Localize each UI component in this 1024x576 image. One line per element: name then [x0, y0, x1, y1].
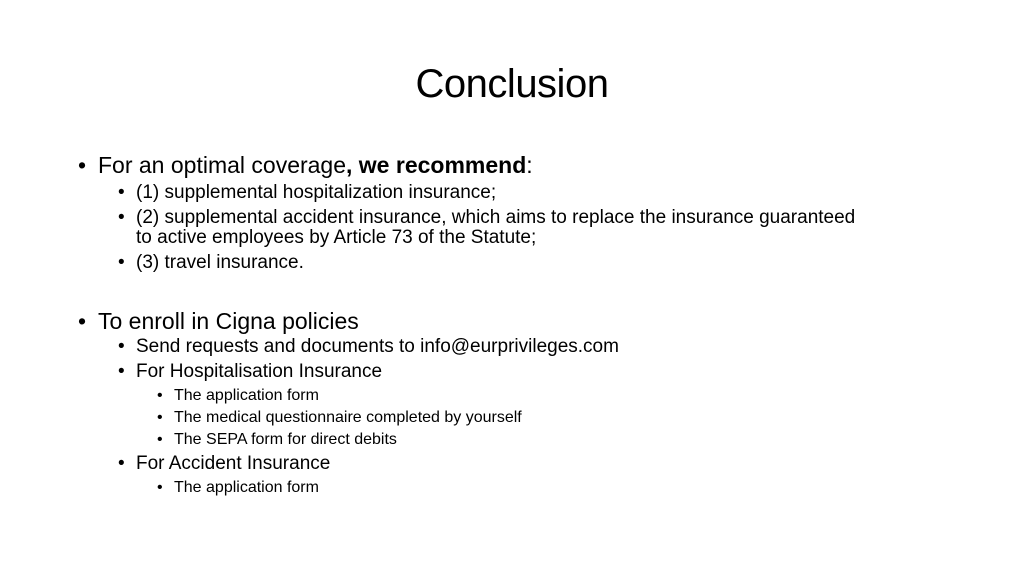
list-item-text: (2) supplemental accident insurance, which aims to replace the insurance guaranteed to active employees by Article 73 of the Statute;: [136, 207, 856, 248]
list-item-hospitalisation-insurance: [118, 361, 383, 383]
bullet-dot-icon: •: [157, 431, 163, 448]
list-item-hospitalization: [118, 182, 497, 204]
list-item-text: For Hospitalisation Insurance: [136, 361, 383, 382]
bullet-enroll-cigna: [78, 307, 359, 335]
bullet-dot-icon: •: [118, 361, 125, 382]
section-heading: To enroll in Cigna policies: [98, 308, 359, 334]
bullet-dot-icon: •: [78, 152, 87, 178]
sub-item-medical-questionnaire: [157, 408, 522, 428]
sub-item-text: The application form: [174, 387, 319, 404]
sub-item-text: The medical questionnaire completed by yourself: [174, 409, 522, 426]
sub-item-text: The SEPA form for direct debits: [174, 431, 397, 448]
list-item-text: (3) travel insurance.: [136, 252, 304, 273]
bullet-dot-icon: •: [157, 387, 163, 404]
bullet-dot-icon: •: [118, 207, 125, 228]
bullet-dot-icon: •: [118, 453, 125, 474]
bullet-dot-icon: •: [157, 409, 163, 426]
sub-item-sepa-form: [157, 430, 397, 450]
list-item-accident: [118, 207, 856, 248]
bullet-dot-icon: •: [118, 182, 125, 203]
list-item-accident-insurance: [118, 453, 331, 475]
bullet-dot-icon: •: [118, 336, 125, 357]
slide-title: Conclusion: [415, 62, 609, 106]
sub-item-accident-application-form: [157, 478, 319, 498]
sub-item-application-form: [157, 386, 319, 406]
intro-prefix: For an optimal coverage: [98, 152, 347, 178]
sub-item-text: The application form: [174, 479, 319, 496]
intro-suffix: :: [526, 152, 533, 178]
list-item-text: Send requests and documents to info@eurprivileges.com: [136, 336, 619, 357]
list-item-text: For Accident Insurance: [136, 453, 331, 474]
list-item-send-requests: [118, 336, 619, 358]
list-item-text: (1) supplemental hospitalization insurance;: [136, 182, 497, 203]
bullet-dot-icon: •: [118, 252, 125, 273]
bullet-dot-icon: •: [78, 308, 87, 334]
intro-bold: , we recommend: [346, 152, 527, 178]
list-item-travel: [118, 252, 304, 274]
bullet-dot-icon: •: [157, 479, 163, 496]
bullet-optimal-coverage: [78, 151, 533, 179]
